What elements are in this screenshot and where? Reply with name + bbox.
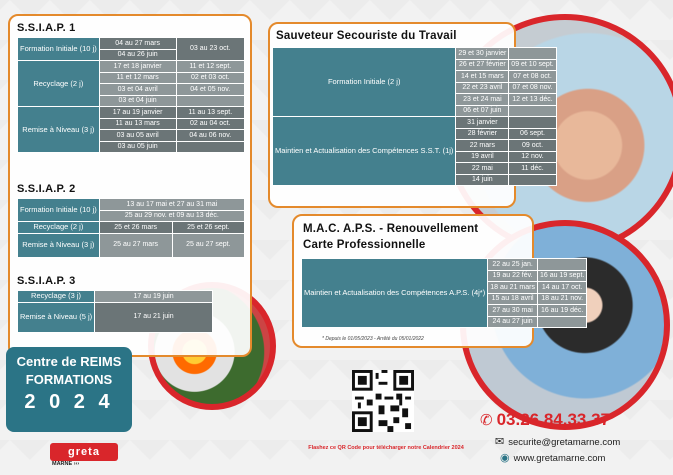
table-cell: 23 et 24 mai: [456, 94, 509, 106]
table-cell: 16 au 19 déc.: [537, 305, 586, 317]
sst-mac-label: Maintien et Actualisation des Compétences S.S.T. (1j): [273, 117, 456, 186]
table-cell: [176, 95, 244, 107]
table-cell: 06 et 07 juin: [456, 105, 509, 117]
ssiap3-remise-label: Remise à Niveau (5 j): [18, 302, 95, 332]
table-cell: 15 au 18 avril: [488, 293, 538, 305]
table-cell: 11 au 13 sept.: [176, 107, 244, 119]
table-cell: 07 et 08 nov.: [509, 82, 556, 94]
sst-table: [272, 47, 557, 186]
table-cell: 03 au 05 avril: [99, 130, 176, 142]
website-text: www.gretamarne.com: [513, 453, 606, 464]
table-cell: 03 au 23 oct.: [176, 38, 244, 61]
table-cell: 24 au 27 juin: [488, 316, 538, 328]
table-cell: 14 et 15 mars: [456, 71, 509, 83]
table-cell: 06 sept.: [509, 128, 556, 140]
table-cell: 17 au 21 juin: [95, 302, 213, 332]
ssiap3-recyclage-label: Recyclage (3 j): [18, 291, 95, 303]
table-cell: 04 au 06 nov.: [176, 130, 244, 142]
table-cell: [509, 117, 556, 129]
greta-logo: [50, 443, 124, 469]
ssiap2-table: [17, 198, 245, 258]
table-cell: 25 et 26 mars: [99, 222, 172, 234]
table-cell: 19 au 22 fév.: [488, 270, 538, 282]
table-cell: 19 avril: [456, 151, 509, 163]
table-cell: 25 au 27 mars: [99, 233, 172, 257]
ssiap2-remise-label: Remise à Niveau (3 j): [18, 233, 100, 257]
ssiap2-formation-label: Formation Initiale (10 j): [18, 199, 100, 222]
phone-icon: ✆: [480, 412, 493, 429]
centre-reims-box: [6, 347, 132, 432]
table-cell: 12 et 13 déc.: [509, 94, 556, 106]
centre-line2: FORMATIONS: [25, 372, 113, 387]
table-cell: 22 mars: [456, 140, 509, 152]
table-cell: 16 au 19 sept.: [537, 270, 586, 282]
table-cell: 25 au 29 nov. et 09 au 13 déc.: [99, 210, 244, 222]
table-cell: 07 et 08 oct.: [509, 71, 556, 83]
table-cell: 13 au 17 mai et 27 au 31 mai: [99, 199, 244, 211]
table-cell: 29 et 30 janvier: [456, 48, 509, 60]
ssiap3-title: S.S.I.A.P. 3: [17, 275, 76, 287]
phone-number[interactable]: [480, 410, 610, 430]
mac-aps-title-line1: M.A.C. A.P.S. - Renouvellement: [303, 223, 479, 235]
ssiap1-table: [17, 37, 245, 153]
table-cell: 26 et 27 février: [456, 59, 509, 71]
mac-aps-footnote: * Depuis le 01/05/2023 - Arrêté du 05/01/2022: [322, 336, 424, 342]
globe-icon: ◉: [500, 452, 510, 464]
email-link[interactable]: [495, 435, 620, 448]
centre-year: 2 0 2 4: [24, 391, 114, 413]
mac-aps-label: Maintien et Actualisation des Compétences A.P.S. (4j*): [302, 259, 488, 328]
sst-formation-label: Formation Initiale (2 j): [273, 48, 456, 117]
table-cell: 14 juin: [456, 174, 509, 186]
mail-icon: ✉: [495, 436, 505, 448]
phone-text: 03.26.84.33.37: [496, 410, 611, 429]
table-cell: [509, 105, 556, 117]
table-cell: 17 au 19 juin: [95, 291, 213, 303]
table-cell: 17 et 18 janvier: [99, 61, 176, 73]
table-cell: 31 janvier: [456, 117, 509, 129]
table-cell: 11 et 12 sept.: [176, 61, 244, 73]
website-link[interactable]: [500, 451, 605, 464]
table-cell: 27 au 30 mai: [488, 305, 538, 317]
table-cell: 28 février: [456, 128, 509, 140]
greta-logo-sub: MARNE ›››: [52, 461, 80, 467]
table-cell: 02 et 03 oct.: [176, 72, 244, 84]
ssiap1-remise-label: Remise à Niveau (3 j): [18, 107, 100, 153]
ssiap3-table: [17, 290, 213, 333]
table-cell: 09 oct.: [509, 140, 556, 152]
table-cell: 14 au 17 oct.: [537, 282, 586, 294]
table-cell: 22 et 23 avril: [456, 82, 509, 94]
table-cell: 03 au 05 juin: [99, 141, 176, 153]
table-cell: 22 au 25 jan.: [488, 259, 538, 271]
table-cell: 11 déc.: [509, 163, 556, 175]
table-cell: 25 et 26 sept.: [172, 222, 244, 234]
table-cell: [509, 48, 556, 60]
email-text: securite@gretamarne.com: [508, 437, 621, 448]
table-cell: 04 au 27 mars: [99, 38, 176, 50]
ssiap2-recyclage-label: Recyclage (2 j): [18, 222, 100, 234]
qr-code[interactable]: [352, 370, 414, 432]
table-cell: [537, 316, 586, 328]
table-cell: 22 mai: [456, 163, 509, 175]
table-cell: 18 au 21 mars: [488, 282, 538, 294]
table-cell: 25 au 27 sept.: [172, 233, 244, 257]
ssiap1-recyclage-label: Recyclage (2 j): [18, 61, 100, 107]
mac-aps-table: [301, 258, 587, 328]
table-cell: [176, 141, 244, 153]
table-cell: 03 et 04 juin: [99, 95, 176, 107]
ssiap2-title: S.S.I.A.P. 2: [17, 183, 76, 195]
sst-title: Sauveteur Secouriste du Travail: [276, 30, 457, 42]
table-cell: 02 au 04 oct.: [176, 118, 244, 130]
table-cell: 09 et 10 sept.: [509, 59, 556, 71]
table-cell: 04 au 26 juin: [99, 49, 176, 61]
mac-aps-title-line2: Carte Professionnelle: [303, 239, 426, 251]
greta-logo-mark: greta: [50, 443, 118, 461]
table-cell: 18 au 21 nov.: [537, 293, 586, 305]
table-cell: [509, 174, 556, 186]
table-cell: 17 au 19 janvier: [99, 107, 176, 119]
centre-line1: Centre de REIMS: [16, 354, 122, 369]
table-cell: 11 et 12 mars: [99, 72, 176, 84]
ssiap1-title: S.S.I.A.P. 1: [17, 22, 76, 34]
ssiap1-formation-label: Formation Initiale (10 j): [18, 38, 100, 61]
table-cell: [537, 259, 586, 271]
table-cell: 11 au 13 mars: [99, 118, 176, 130]
table-cell: 03 et 04 avril: [99, 84, 176, 96]
table-cell: 12 nov.: [509, 151, 556, 163]
qr-caption: Flashez ce QR Code pour télécharger notre Calendrier 2024: [308, 445, 464, 451]
table-cell: 04 et 05 nov.: [176, 84, 244, 96]
